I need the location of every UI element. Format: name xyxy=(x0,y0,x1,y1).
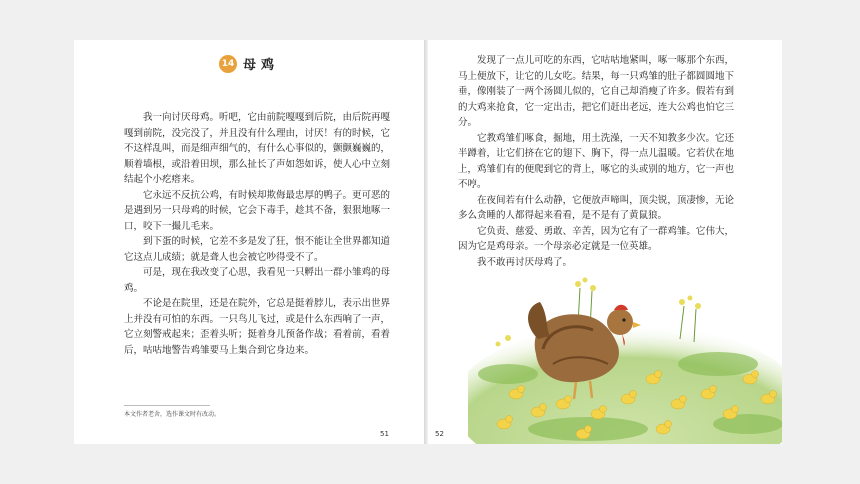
right-body-text xyxy=(458,53,734,270)
paragraph: 它负责、慈爱、勇敢、辛苦，因为它有了一群鸡雏。它伟大，因为它是鸡母亲。一个母亲必定就是一位英雄。 xyxy=(458,225,734,252)
paragraph: 发现了一点儿可吃的东西，它咕咕地紧叫，啄一啄那个东西，马上便放下，让它的儿女吃。结果，每一只鸡雏的肚子都圆圆地下垂，像刚装了一两个汤圆儿似的，它自己却消瘦了许多。假若有到的大鸡来抢食，它一定出击，把它们赶出老远，连大公鸡也怕它三分。 xyxy=(458,55,734,128)
hen-and-chicks-illustration xyxy=(468,254,782,444)
left-body-text xyxy=(124,110,390,358)
lesson-number-badge: 14 xyxy=(219,55,237,73)
book-spread xyxy=(74,40,782,444)
footnote: 本文作者老舍，选作课文时有改动。 xyxy=(124,411,221,418)
paragraph: 到下蛋的时候，它差不多是发了狂，恨不能让全世界都知道它这点儿成绩；就是聋人也会被它吵得受不了。 xyxy=(124,236,391,263)
lesson-heading xyxy=(74,53,424,75)
right-page xyxy=(428,40,782,444)
paragraph: 可是，现在我改变了心思，我看见一只孵出一群小雏鸡的母鸡。 xyxy=(124,267,391,294)
paragraph: 我不敢再讨厌母鸡了。 xyxy=(477,256,573,268)
paragraph: 它永远不反抗公鸡，有时候却欺侮最忠厚的鸭子。更可恶的是遇到另一只母鸡的时候，它会下毒手，趁其不备，狠狠地啄一口，咬下一撮儿毛来。 xyxy=(124,189,391,232)
page-number-right: 52 xyxy=(435,430,444,438)
paragraph: 我一向讨厌母鸡。听吧，它由前院嘎嘎到后院，由后院再嘎嘎到前院，没完没了，并且没有什么理由，讨厌！有的时候，它不这样乱叫，而是细声细气的，有什么心事似的，颤颤巍巍的，顺着墙根，或沿着田坝，那么扯长了声如怨如诉，使人心中立刻结起个小疙瘩来。 xyxy=(124,112,391,185)
lesson-title: 母鸡 xyxy=(242,58,279,73)
footnote-divider xyxy=(124,405,210,406)
page-number-left: 51 xyxy=(380,430,389,438)
paragraph: 在夜间若有什么动静，它便放声啼叫，顶尖锐，顶凄惨，无论多么贪睡的人都得起来看看，是不是有了黄鼠狼。 xyxy=(458,194,734,221)
paragraph: 它教鸡雏们啄食，掘地，用土洗澡，一天不知教多少次。它还半蹲着，让它们挤在它的翅下、胸下，得一点儿温暖。它若伏在地上，鸡雏们有的便爬到它的背上，啄它的头或别的地方，它一声也不哼。 xyxy=(458,132,734,190)
paragraph: 不论是在院里，还是在院外，它总是挺着脖儿，表示出世界上并没有可怕的东西。一只鸟儿飞过，或是什么东西响了一声，它立刻警戒起来；歪着头听；挺着身儿预备作战；看着前，看着后，咕咕地警告鸡雏要马上集合到它身边来。 xyxy=(124,298,391,356)
left-page xyxy=(74,40,424,444)
